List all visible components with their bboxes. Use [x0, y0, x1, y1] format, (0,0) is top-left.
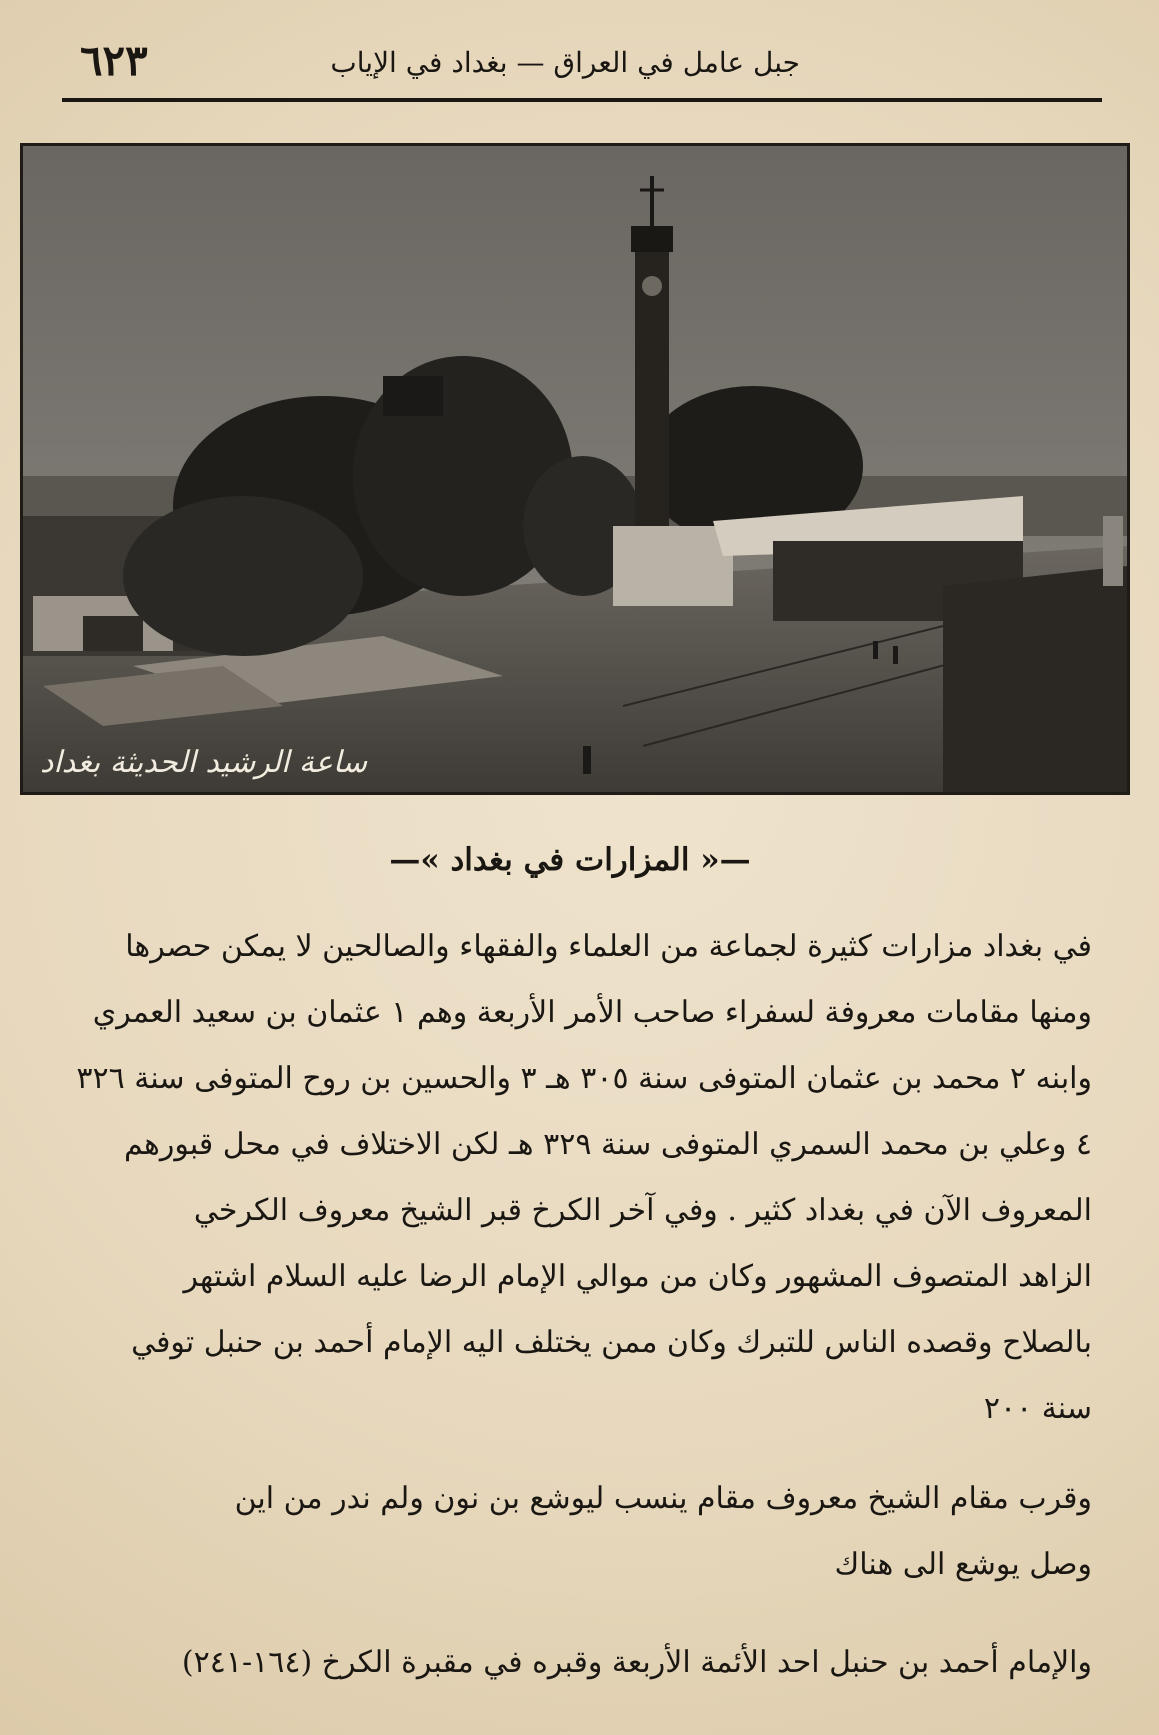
paragraph-1: [42, 914, 1092, 1442]
paragraph-3: [42, 1630, 1092, 1696]
photograph-clock-tower: [20, 143, 1130, 795]
text-line: المعروف الآن في بغداد كثير . وفي آخر الكرخ قبر الشيخ معروف الكرخي: [193, 1193, 1092, 1228]
text-line: وابنه ٢ محمد بن عثمان المتوفى سنة ٣٠٥ هـ ٣ والحسين بن روح المتوفى سنة ٣٢٦: [76, 1061, 1092, 1096]
paragraph-2: [42, 1466, 1092, 1598]
text-line: ٤ وعلي بن محمد السمري المتوفى سنة ٣٢٩ هـ لكن الاختلاف في محل قبورهم: [124, 1127, 1092, 1162]
page-number: ٦٢٣: [80, 36, 148, 85]
text-line: وقرب مقام الشيخ معروف مقام ينسب ليوشع بن نون ولم ندر من اين: [234, 1481, 1092, 1516]
text-line: والإمام أحمد بن حنبل احد الأئمة الأربعة وقبره في مقبرة الكرخ (١٦٤-٢٤١): [181, 1645, 1092, 1680]
text-line: بالصلاح وقصده الناس للتبرك وكان ممن يختلف اليه الإمام أحمد بن حنبل توفي: [131, 1325, 1092, 1360]
page-header: [60, 34, 1100, 94]
text-line: الزاهد المتصوف المشهور وكان من موالي الإمام الرضا عليه السلام اشتهر: [183, 1259, 1092, 1294]
text-line: في بغداد مزارات كثيرة لجماعة من العلماء والفقهاء والصالحين لا يمكن حصرها: [125, 929, 1092, 964]
text-line: سنة ٢٠٠: [983, 1391, 1092, 1426]
photo-caption: ساعة الرشيد الحديثة بغداد: [40, 745, 368, 780]
text-line: وصل يوشع الى هناك: [834, 1547, 1092, 1582]
header-rule: [62, 98, 1102, 102]
section-heading: —« المزارات في بغداد »—: [389, 842, 751, 878]
running-title: جبل عامل في العراق — بغداد في الإياب: [330, 46, 800, 79]
text-line: ومنها مقامات معروفة لسفراء صاحب الأمر الأربعة وهم ١ عثمان بن سعيد العمري: [92, 995, 1092, 1030]
